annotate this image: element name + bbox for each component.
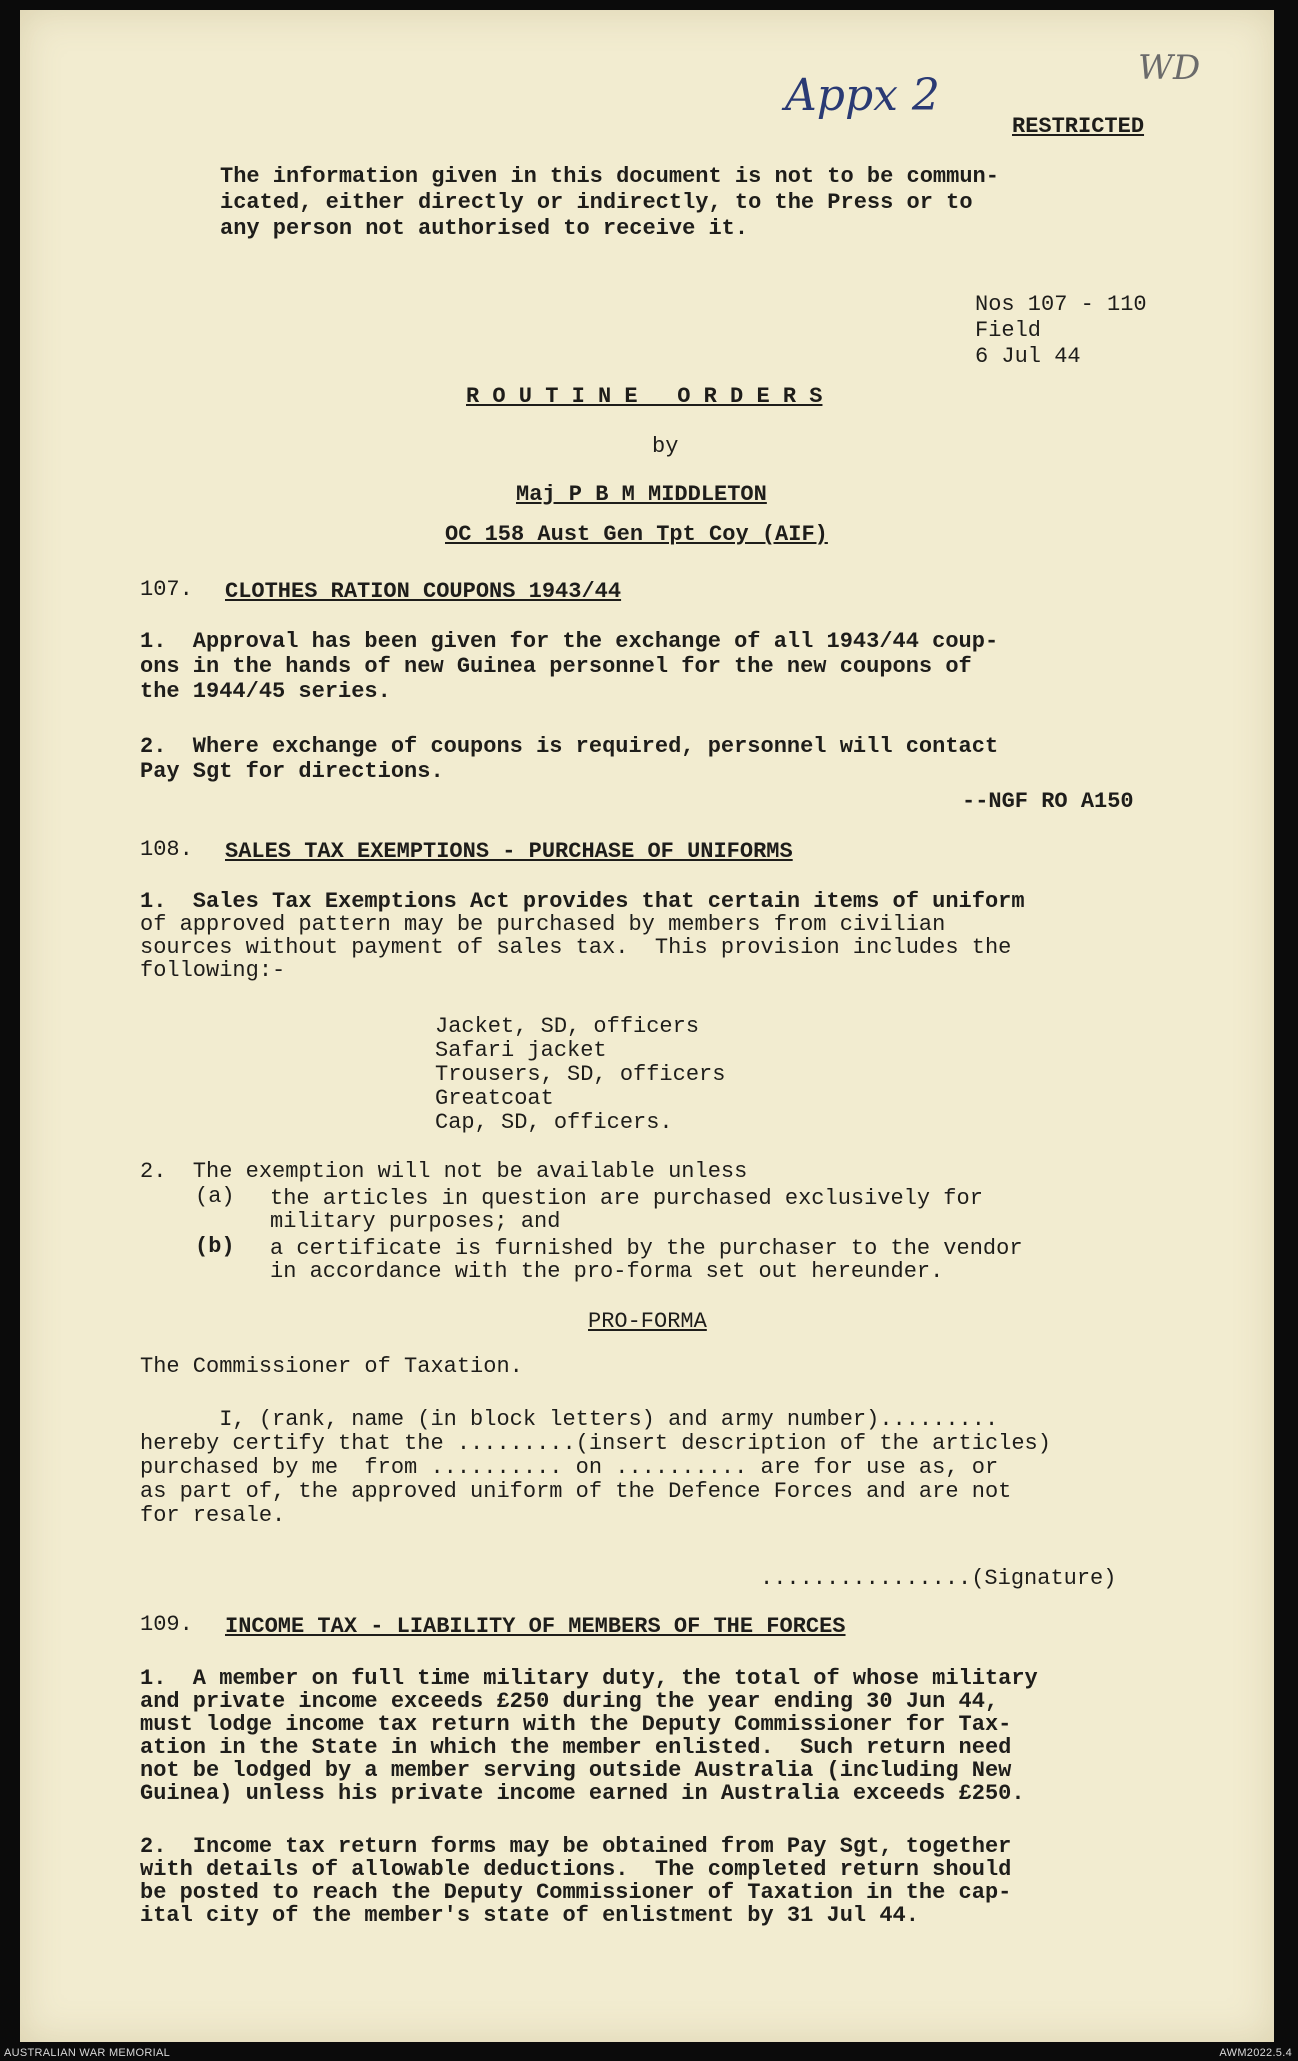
list-item: Trousers, SD, officers xyxy=(435,1062,726,1087)
sub-item-label: (b) xyxy=(195,1234,235,1259)
paragraph-line: of approved pattern may be purchased by members from civilian xyxy=(140,912,946,937)
paragraph-line: Pay Sgt for directions. xyxy=(140,759,444,784)
section-number: 109. xyxy=(140,1612,193,1637)
certificate-line: for resale. xyxy=(140,1503,286,1528)
location: Field xyxy=(975,318,1042,343)
footer-left: AUSTRALIAN WAR MEMORIAL xyxy=(4,2047,171,2059)
classification-label: RESTRICTED xyxy=(1012,114,1145,139)
paragraph-line: the 1944/45 series. xyxy=(140,679,391,704)
by-label: by xyxy=(652,434,679,459)
addressee: The Commissioner of Taxation. xyxy=(140,1354,523,1379)
signature-line: ................(Signature) xyxy=(760,1566,1117,1591)
paragraph-line: sources without payment of sales tax. This provision includes the xyxy=(140,935,1012,960)
paragraph-line: a certificate is furnished by the purchaser to the vendor xyxy=(270,1236,1023,1261)
section-reference: --NGF RO A150 xyxy=(962,789,1134,814)
paragraph-line: 2. Where exchange of coupons is required, personnel will contact xyxy=(140,734,999,759)
paragraph-line: 1. Sales Tax Exemptions Act provides that certain items of uniform xyxy=(140,889,1025,914)
paragraph-line: 2. Income tax return forms may be obtained from Pay Sgt, together xyxy=(140,1834,1012,1859)
document-title: R O U T I N E O R D E R S xyxy=(466,384,823,409)
list-item: Safari jacket xyxy=(435,1038,607,1063)
paragraph-line: in accordance with the pro-forma set out hereunder. xyxy=(270,1259,944,1284)
section-number: 107. xyxy=(140,577,193,602)
officer-name: Maj P B M MIDDLETON xyxy=(516,482,767,507)
paragraph-line: not be lodged by a member serving outside Australia (including New xyxy=(140,1758,1012,1783)
paragraph-line: ation in the State in which the member enlisted. Such return need xyxy=(140,1735,1012,1760)
section-heading: CLOTHES RATION COUPONS 1943/44 xyxy=(225,579,622,604)
warning-line: icated, either directly or indirectly, to the Press or to xyxy=(220,190,973,215)
paragraph-line: 2. The exemption will not be available unless xyxy=(140,1159,748,1184)
warning-line: The information given in this document is not to be commun- xyxy=(220,164,999,189)
list-item: Cap, SD, officers. xyxy=(435,1110,673,1135)
paragraph-line: Guinea) unless his private income earned in Australia exceeds £250. xyxy=(140,1781,1025,1806)
paragraph-line: ital city of the member's state of enlistment by 31 Jul 44. xyxy=(140,1903,919,1928)
handwritten-wd-note: WD xyxy=(1138,48,1201,88)
list-item: Jacket, SD, officers xyxy=(435,1014,700,1039)
certificate-line: hereby certify that the .........(insert description of the articles) xyxy=(140,1431,1051,1456)
paragraph-line: and private income exceeds £250 during the year ending 30 Jun 44, xyxy=(140,1689,999,1714)
certificate-line: purchased by me from .......... on .......... are for use as, or xyxy=(140,1455,999,1480)
certificate-line: as part of, the approved uniform of the Defence Forces and are not xyxy=(140,1479,1012,1504)
certificate-line: I, (rank, name (in block letters) and army number)......... xyxy=(140,1407,999,1432)
section-heading: SALES TAX EXEMPTIONS - PURCHASE OF UNIFORMS xyxy=(225,839,793,864)
paragraph-line: 1. A member on full time military duty, the total of whose military xyxy=(140,1666,1038,1691)
date: 6 Jul 44 xyxy=(975,344,1081,369)
section-number: 108. xyxy=(140,837,193,862)
document-page xyxy=(20,10,1274,2042)
paragraph-line: must lodge income tax return with the Deputy Commissioner for Tax- xyxy=(140,1712,1012,1737)
proforma-title: PRO-FORMA xyxy=(588,1309,707,1334)
section-heading: INCOME TAX - LIABILITY OF MEMBERS OF THE FORCES xyxy=(225,1614,846,1639)
paragraph-line: military purposes; and xyxy=(270,1209,561,1234)
sub-item-label: (a) xyxy=(195,1184,235,1209)
order-numbers: Nos 107 - 110 xyxy=(975,292,1147,317)
warning-line: any person not authorised to receive it. xyxy=(220,216,749,241)
list-item: Greatcoat xyxy=(435,1086,554,1111)
paragraph-line: be posted to reach the Deputy Commissioner of Taxation in the cap- xyxy=(140,1880,1012,1905)
paragraph-line: following:- xyxy=(140,958,286,983)
unit-name: OC 158 Aust Gen Tpt Coy (AIF) xyxy=(445,522,828,547)
footer-right: AWM2022.5.4 xyxy=(1219,2047,1292,2059)
paragraph-line: the articles in question are purchased exclusively for xyxy=(270,1186,983,1211)
paragraph-line: with details of allowable deductions. The completed return should xyxy=(140,1857,1012,1882)
paragraph-line: 1. Approval has been given for the exchange of all 1943/44 coup- xyxy=(140,629,999,654)
handwritten-appx-note: Appx 2 xyxy=(785,70,940,121)
paragraph-line: ons in the hands of new Guinea personnel for the new coupons of xyxy=(140,654,972,679)
